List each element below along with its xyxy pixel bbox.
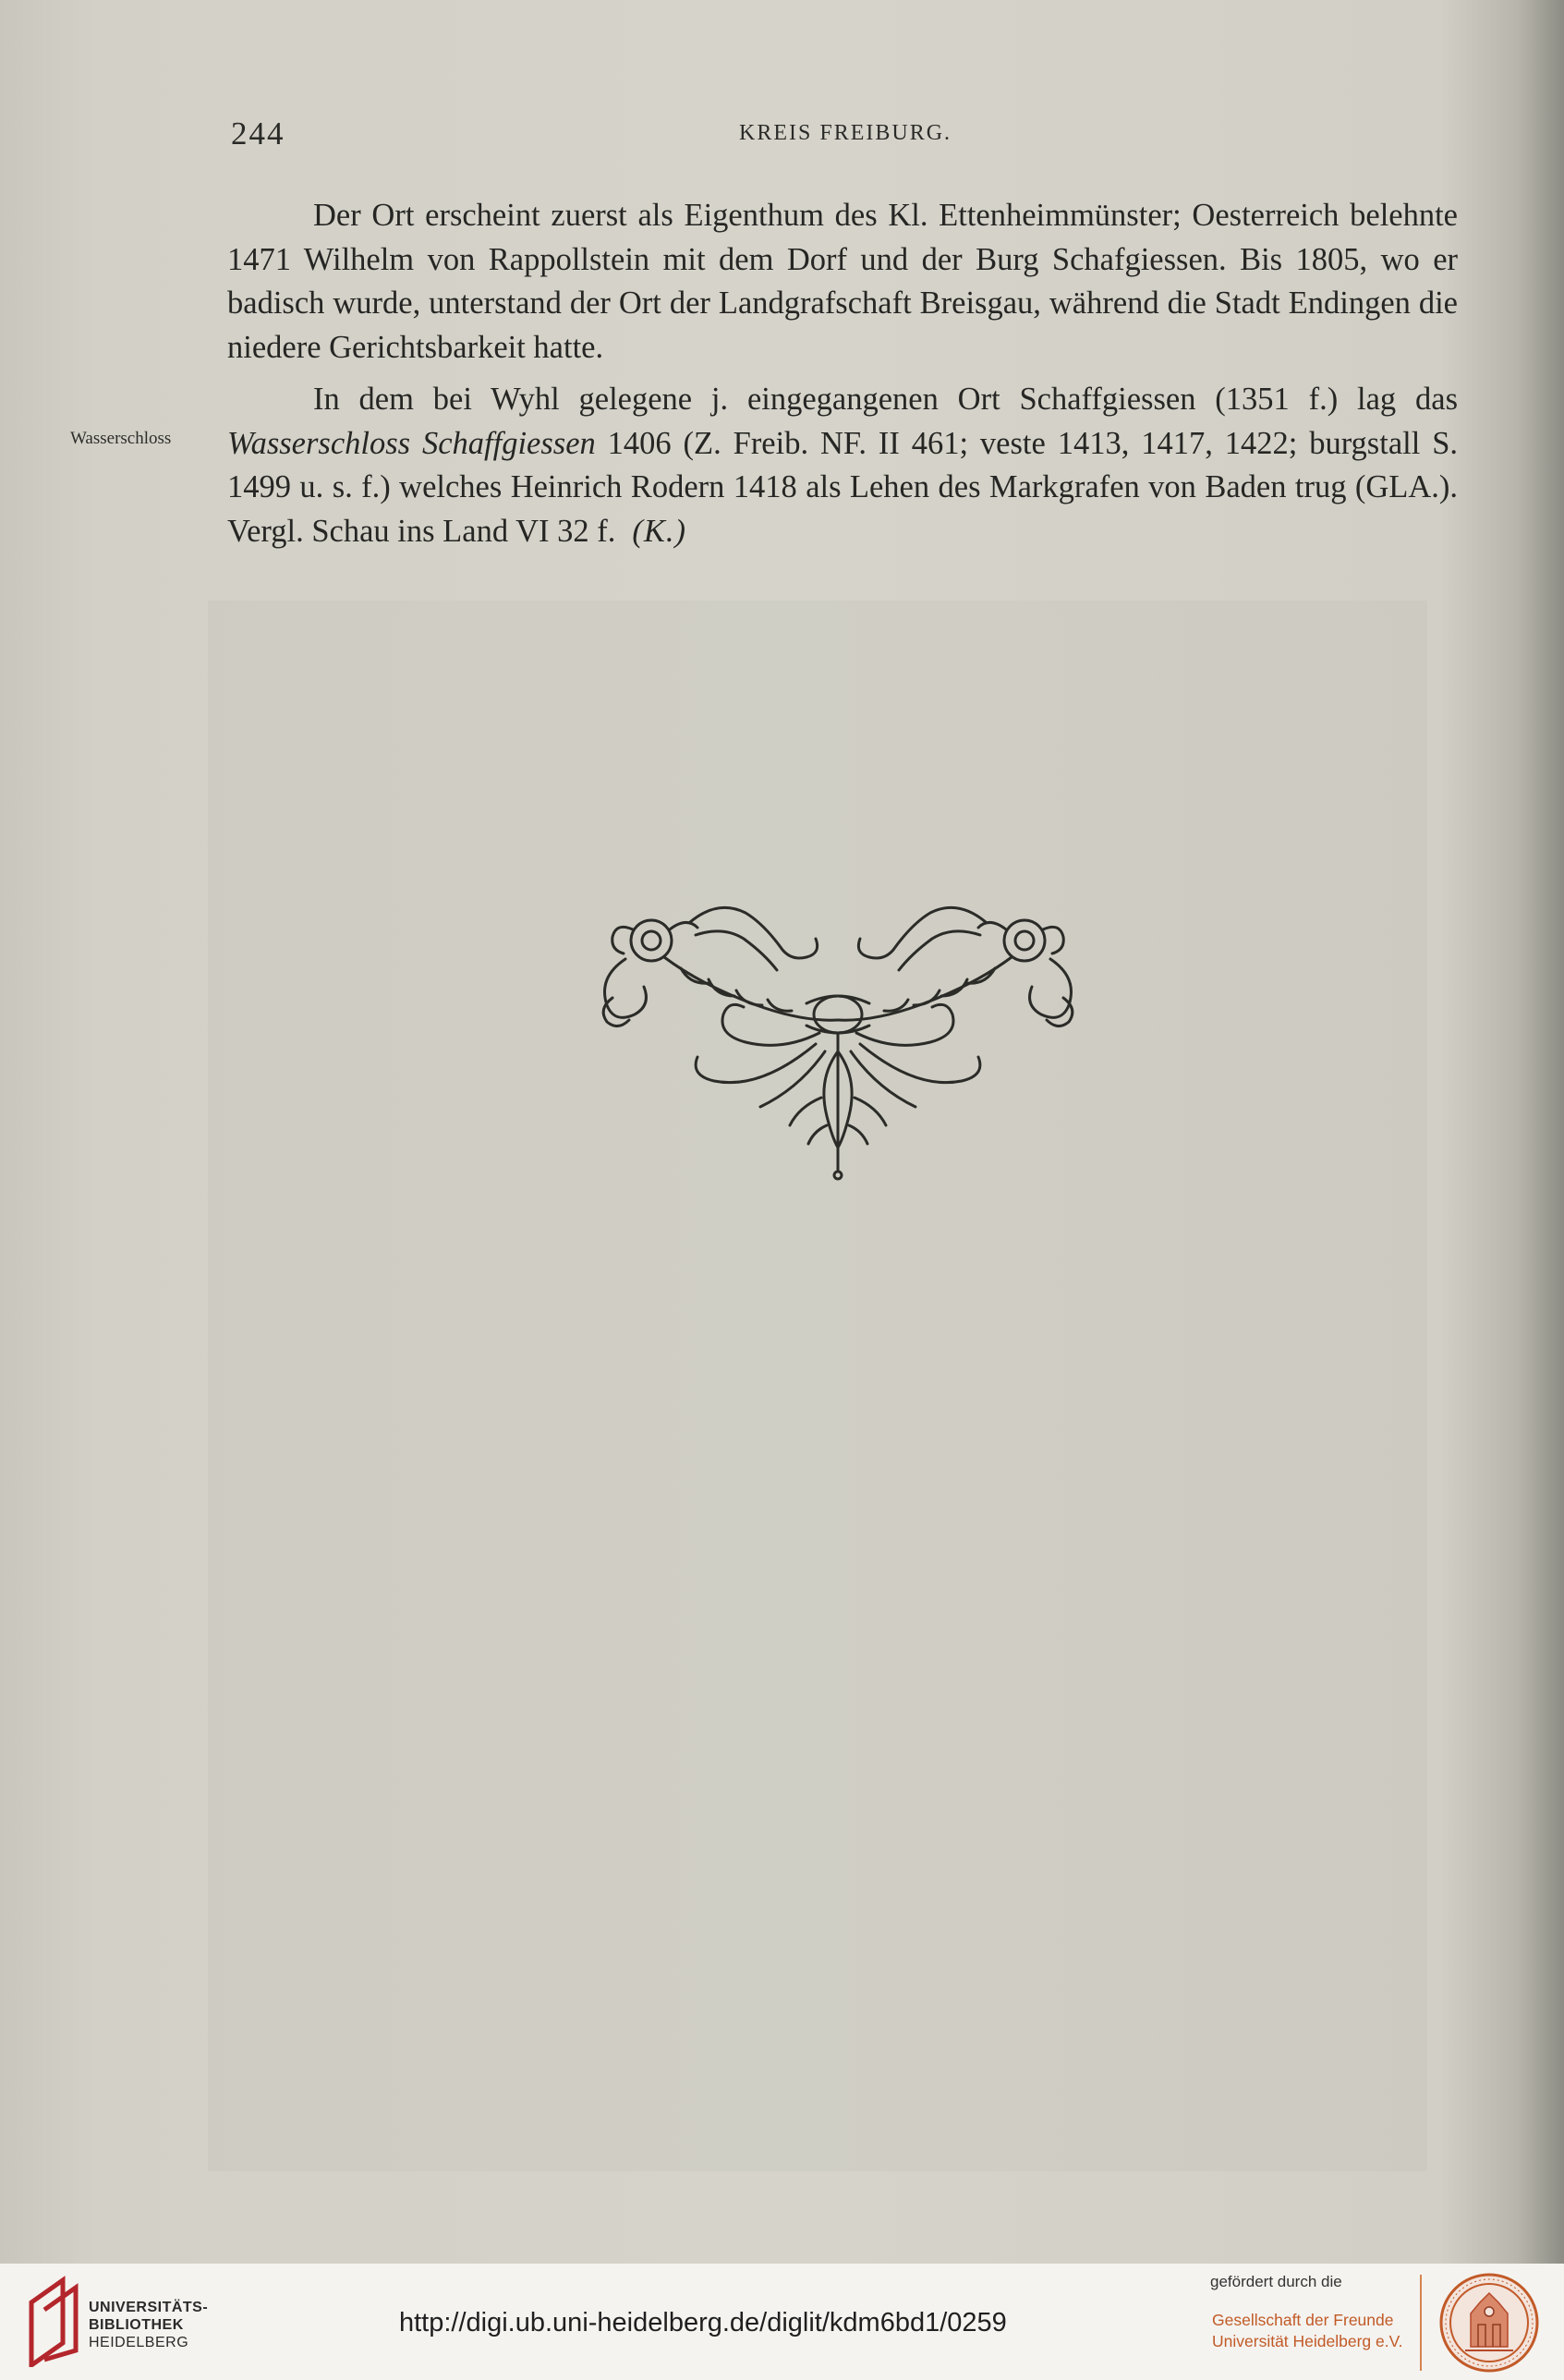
running-head-title: KREIS FREIBURG. xyxy=(739,121,952,145)
library-logo-icon xyxy=(26,2275,83,2367)
library-name xyxy=(89,2299,208,2351)
university-seal-icon xyxy=(1437,2271,1541,2374)
paragraph-2 xyxy=(227,378,1458,553)
margin-note: Wasserschloss xyxy=(70,429,172,448)
paragraph-2-part-2: 1406 (Z. Freib. NF. II 461; veste 1413, 1417, 1422; burgstall S. 1499 u. s. f.) welches Heinrich Rodern 1418 als Lehen des Markgrafen von Baden trug (GLA.). Vergl. Schau ins Land VI 32 f. xyxy=(227,425,1459,549)
paragraph-1: Der Ort erscheint zuerst als Eigenthum des Kl. Ettenheimmünster; Oesterreich belehnte 1471 Wilhelm von Rappollstein mit dem Dorf und der Burg Schafgiessen. Bis 1805, wo er badisch wurde, unterstand der Ort der Landgrafschaft Breisgau, während die Stadt Endingen die niedere Gerichtsbarkeit hatte. xyxy=(227,198,1458,365)
library-name-line-2: BIBLIOTHEK xyxy=(89,2317,184,2333)
library-name-line-1: UNIVERSITÄTS- xyxy=(89,2300,209,2315)
ornament-vignette xyxy=(588,894,1087,1190)
permalink-url[interactable]: http://digi.ub.uni-heidelberg.de/diglit/kdm6bd1/0259 xyxy=(399,2308,1007,2338)
footer-divider xyxy=(1420,2275,1422,2371)
sponsor-label: gefördert durch die xyxy=(1210,2273,1342,2290)
footer-bar xyxy=(0,2264,1564,2380)
page-number: 244 xyxy=(231,115,285,152)
body-text xyxy=(227,194,1458,553)
italic-term: Wasserschloss Schaffgiessen xyxy=(227,425,596,461)
running-head xyxy=(231,115,1460,152)
handwritten-annotation: (K.) xyxy=(632,513,686,549)
paragraph-2-part-1: In dem bei Wyhl gelegene j. eingegangenen Ort Schaffgiessen (1351 f.) lag das xyxy=(313,382,1458,417)
sponsor-name-line-1: Gesellschaft der Freunde xyxy=(1212,2311,1394,2329)
library-name-line-3: HEIDELBERG xyxy=(89,2335,189,2350)
page-shading xyxy=(208,601,1427,2171)
sponsor-name xyxy=(1212,2310,1403,2352)
sponsor-name-line-2: Universität Heidelberg e.V. xyxy=(1212,2332,1403,2350)
